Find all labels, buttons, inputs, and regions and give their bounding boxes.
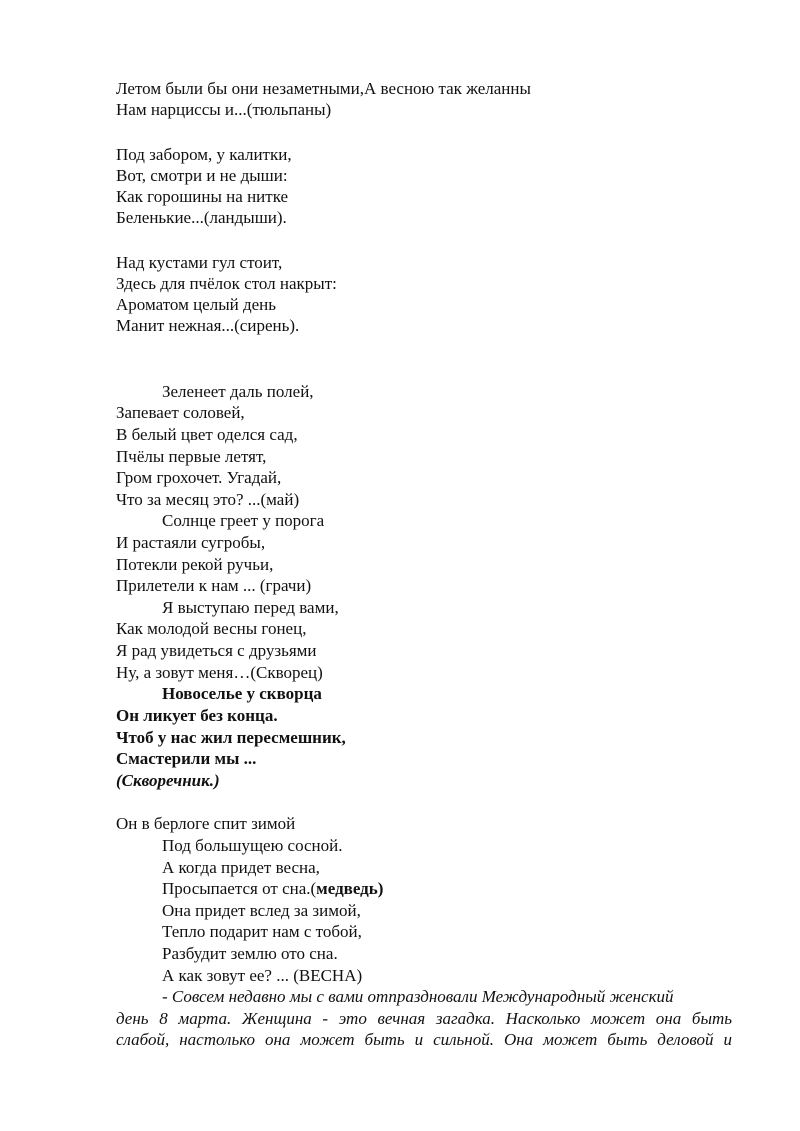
riddle-line: Ну, а зовут меня…(Скворец) [116, 663, 323, 682]
riddle-line: Летом были бы они незаметными,А весною так желанны [116, 79, 531, 98]
riddle-line: Потекли рекой ручьи, [116, 555, 274, 574]
riddle-line: Под забором, у калитки, [116, 145, 292, 164]
riddle-line: Здесь для пчёлок стол накрыт: [116, 274, 337, 293]
riddle-line: Она придет вслед за зимой, [162, 901, 361, 920]
riddle-line: Нам нарциссы и...(тюльпаны) [116, 100, 332, 119]
riddle-line: Под большущею сосной. [162, 836, 343, 855]
speech-line: - Совсем недавно мы с вами отпраздновали Международный женский [162, 987, 674, 1006]
riddle-line: Вот, смотри и не дыши: [116, 166, 288, 185]
riddle-line: Манит нежная...(сирень). [116, 316, 300, 335]
riddle-text: Просыпается от сна.( [162, 879, 317, 898]
riddle-line: Запевает соловей, [116, 403, 245, 422]
riddle-line: Как горошины на нитке [116, 187, 289, 206]
riddle-line: А как зовут ее? ... (ВЕСНА) [162, 966, 363, 985]
riddle-line-bold: Новоселье у скворца [162, 684, 322, 703]
riddle-line [162, 878, 383, 899]
speech-line: день 8 марта. Женщина - это вечная загадка. Насколько может она быть [116, 1009, 732, 1028]
riddle-line: Прилетели к нам ... (грачи) [116, 576, 312, 595]
riddle-line-bold: Он ликует без конца. [116, 706, 278, 725]
riddle-line: Над кустами гул стоит, [116, 253, 283, 272]
riddle-line: Беленькие...(ландыши). [116, 208, 287, 227]
riddle-line: А когда придет весна, [162, 858, 320, 877]
riddle-line: В белый цвет оделся сад, [116, 425, 298, 444]
riddle-line: Разбудит землю ото сна. [162, 944, 338, 963]
riddle-line: И растаяли сугробы, [116, 533, 266, 552]
riddle-line: Ароматом целый день [116, 295, 277, 314]
riddle-line: Солнце греет у порога [162, 511, 325, 530]
riddle-line: Гром грохочет. Угадай, [116, 468, 282, 487]
riddle-line: Тепло подарит нам с тобой, [162, 922, 362, 941]
riddle-answer: (Скворечник.) [116, 771, 220, 790]
riddle-line: Что за месяц это? ...(май) [116, 490, 300, 509]
riddle-line: Я выступаю перед вами, [162, 598, 339, 617]
riddle-line: Как молодой весны гонец, [116, 619, 307, 638]
speech-line: слабой, настолько она может быть и сильной. Она может быть деловой и [116, 1030, 732, 1049]
riddle-line: Я рад увидеться с друзьями [116, 641, 317, 660]
riddle-answer: медведь) [316, 879, 384, 898]
riddle-line: Пчёлы первые летят, [116, 447, 267, 466]
riddle-line: Зеленеет даль полей, [162, 382, 314, 401]
riddle-line-bold: Смастерили мы ... [116, 749, 257, 768]
riddle-line-bold: Чтоб у нас жил пересмешник, [116, 728, 346, 747]
riddle-line: Он в берлоге спит зимой [116, 814, 296, 833]
